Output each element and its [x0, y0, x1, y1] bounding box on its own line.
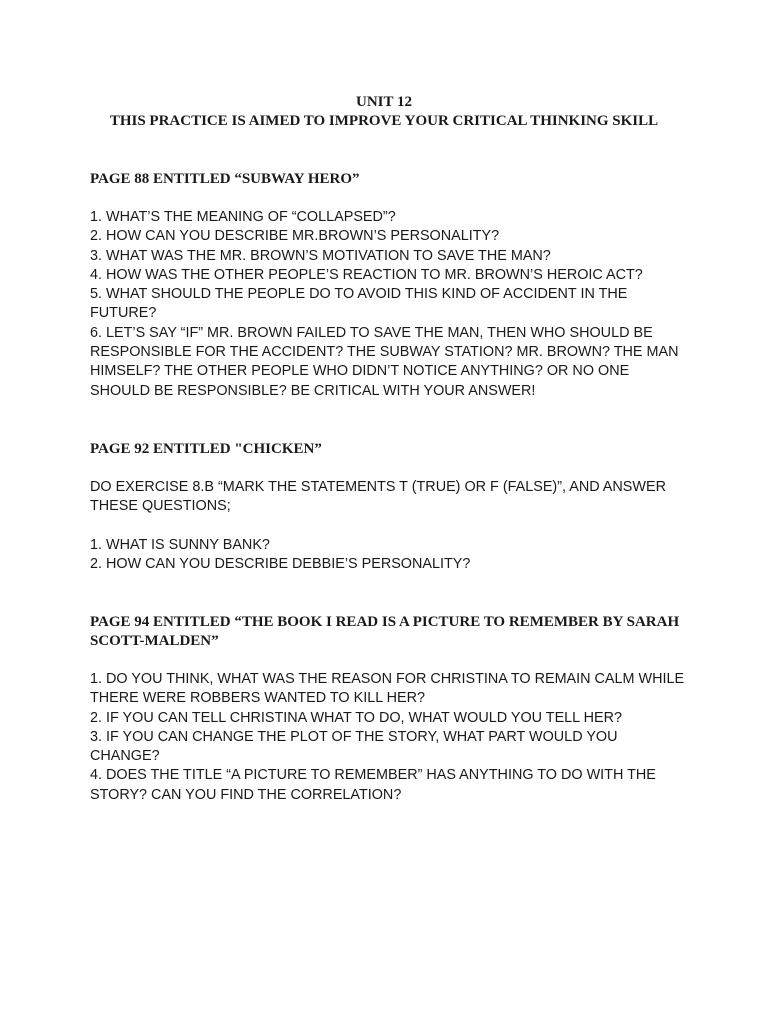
exercise-instruction: DO EXERCISE 8.B “MARK THE STATEMENTS T (TRUE) OR F (FALSE)”, AND ANSWER THESE QUESTIONS;	[90, 479, 666, 515]
section-heading-picture-to-remember: PAGE 94 ENTITLED “THE BOOK I READ IS A PICTURE TO REMEMBER BY SARAH SCOTT-MALDEN”	[90, 614, 680, 650]
question-item: 4. HOW WAS THE OTHER PEOPLE’S REACTION TO MR. BROWN’S HEROIC ACT?	[90, 266, 643, 283]
question-item: 1. WHAT’S THE MEANING OF “COLLAPSED”?	[90, 209, 396, 225]
question-list-chicken	[90, 536, 690, 575]
question-list-picture-to-remember	[90, 670, 690, 805]
question-item: 1. WHAT IS SUNNY BANK?	[90, 537, 270, 553]
question-item: 2. IF YOU CAN TELL CHRISTINA WHAT TO DO, WHAT WOULD YOU TELL HER?	[90, 709, 623, 726]
question-item: 6. LET’S SAY “IF” MR. BROWN FAILED TO SAVE THE MAN, THEN WHO SHOULD BE RESPONSIBLE FOR THE ACCIDENT? THE SUBWAY STATION? MR. BROWN? THE MAN HIMSELF? THE OTHER PEOPLE WHO DIDN’T NOTICE ANYTHING? OR NO ONE SHOULD BE RESPONSIBLE? BE CRITICAL WITH YOUR ANSWER!	[90, 324, 679, 399]
practice-subtitle: THIS PRACTICE IS AIMED TO IMPROVE YOUR CRITICAL THINKING SKILL	[109, 113, 659, 129]
question-item: 2. HOW CAN YOU DESCRIBE MR.BROWN’S PERSONALITY?	[90, 228, 500, 245]
question-item: 5. WHAT SHOULD THE PEOPLE DO TO AVOID THIS KIND OF ACCIDENT IN THE FUTURE?	[90, 286, 628, 322]
question-item: 3. WHAT WAS THE MR. BROWN’S MOTIVATION TO SAVE THE MAN?	[90, 247, 551, 264]
question-item: 3. IF YOU CAN CHANGE THE PLOT OF THE STORY, WHAT PART WOULD YOU CHANGE?	[90, 728, 618, 765]
question-list-subway-hero	[90, 208, 690, 401]
document-header	[0, 93, 768, 131]
section-heading-subway-hero: PAGE 88 ENTITLED “SUBWAY HERO”	[90, 171, 360, 187]
question-item: 4. DOES THE TITLE “A PICTURE TO REMEMBER” HAS ANYTHING TO DO WITH THE STORY? CAN YOU FIND THE CORRELATION?	[90, 767, 656, 803]
section-heading-chicken: PAGE 92 ENTITLED "CHICKEN”	[90, 441, 322, 457]
question-item: 2. HOW CAN YOU DESCRIBE DEBBIE’S PERSONALITY?	[90, 556, 471, 573]
unit-title: UNIT 12	[356, 94, 412, 110]
question-item: 1. DO YOU THINK, WHAT WAS THE REASON FOR CHRISTINA TO REMAIN CALM WHILE THERE WERE ROBBERS WANTED TO KILL HER?	[90, 671, 685, 707]
